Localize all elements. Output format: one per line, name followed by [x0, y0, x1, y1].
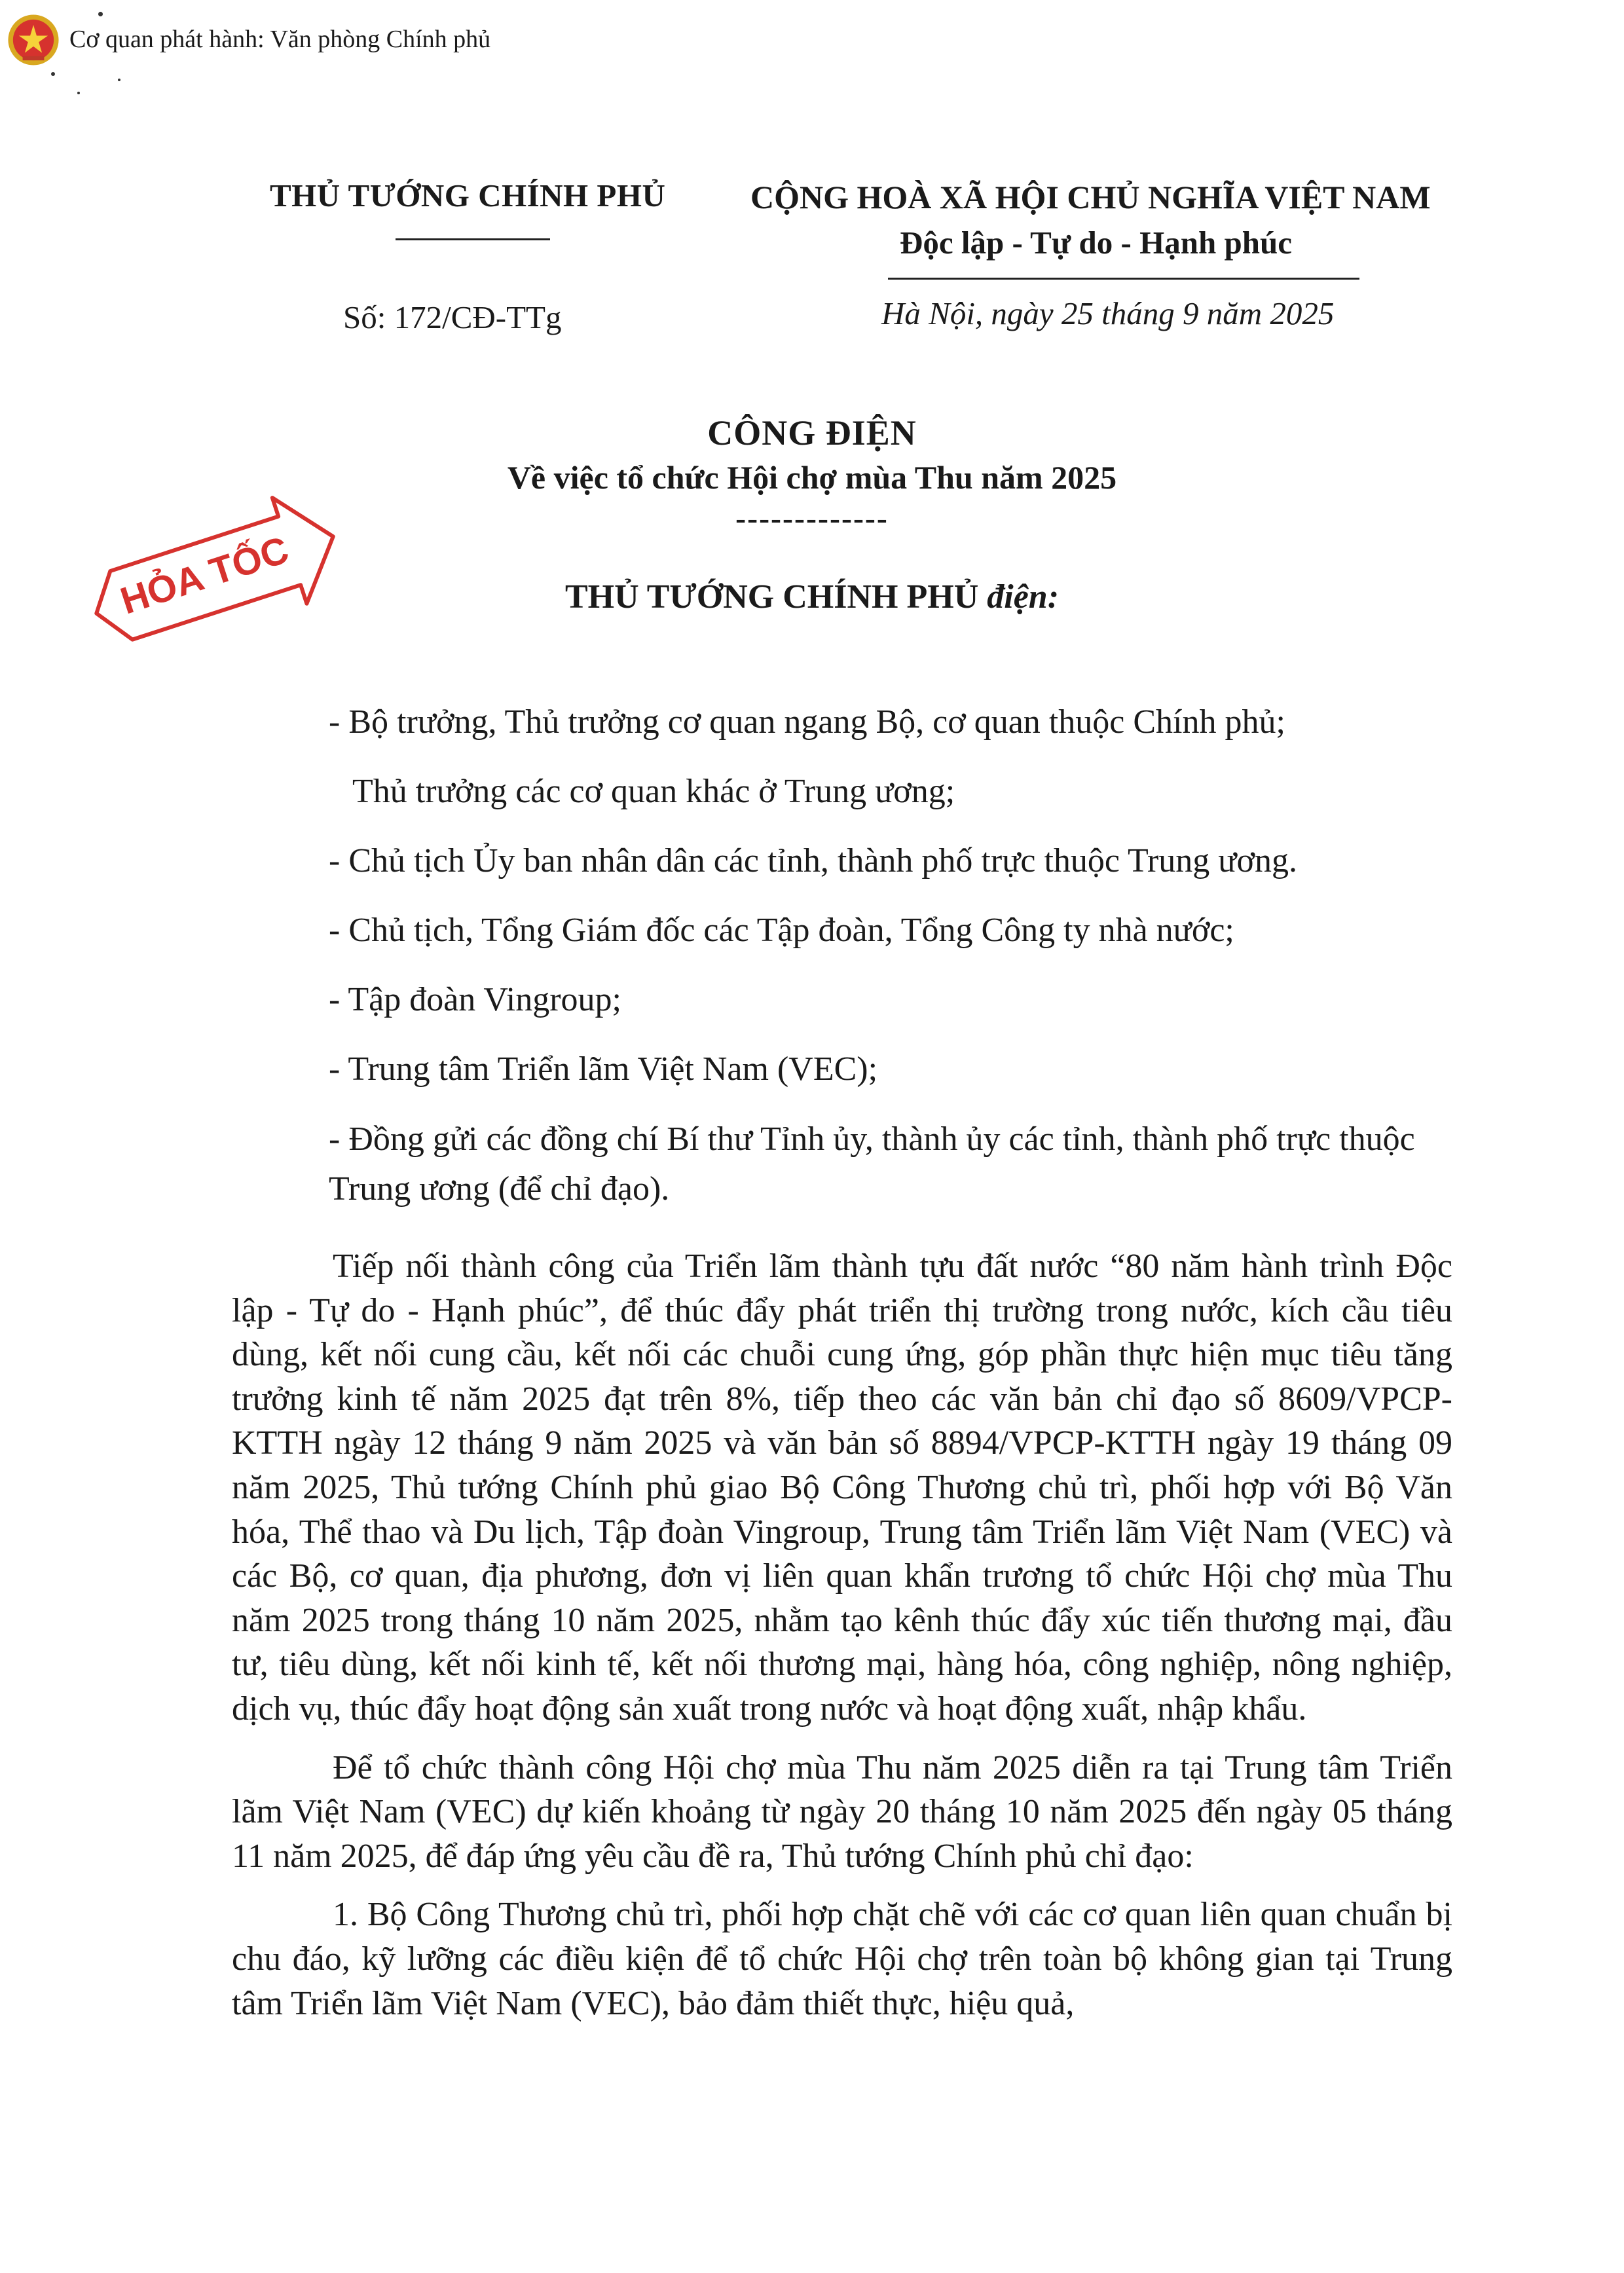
- recipient-list: [329, 688, 1468, 1214]
- recipient-item: - Chủ tịch, Tổng Giám đốc các Tập đoàn, Tổng Công ty nhà nước;: [329, 912, 1234, 949]
- motto-underline: [888, 278, 1359, 280]
- stamp-text: HỎA TỐC: [115, 528, 294, 623]
- scan-speck: [77, 92, 80, 94]
- issuer-label: Cơ quan phát hành: Văn phòng Chính phủ: [69, 26, 491, 53]
- urgent-stamp: [77, 477, 352, 673]
- body-paragraph: 1. Bộ Công Thương chủ trì, phối hợp chặt chẽ với các cơ quan liên quan chuẩn bị chu đáo, kỹ lưỡng các điều kiện để tổ chức Hội chợ trên toàn bộ không gian tại Trung tâm Triển lãm Việt Nam (VEC), bảo đảm thiết thực, hiệu quả,: [232, 1896, 1452, 2022]
- addressee-sender: THỦ TƯỚNG CHÍNH PHỦ: [564, 578, 979, 616]
- body-paragraph: Tiếp nối thành công của Triển lãm thành tựu đất nước “80 năm hành trình Độc lập - Tự do - Hạnh phúc”, để thúc đẩy phát triển thị trường trong nước, kích cầu tiêu dùng, kết nối cung cầu, kết nối các chuỗi cung ứng, góp phần thực hiện mục tiêu tăng trưởng kinh tế năm 2025 đạt trên 8%, tiếp theo các văn bản chỉ đạo số 8609/VPCP-KTTH ngày 12 tháng 9 năm 2025 và văn bản số 8894/VPCP-KTTH ngày 19 tháng 09 năm 2025, Thủ tướng Chính phủ giao Bộ Công Thương chủ trì, phối hợp với Bộ Văn hóa, Thể thao và Du lịch, Tập đoàn Vingroup, Trung tâm Triển lãm Việt Nam (VEC) và các Bộ, cơ quan, địa phương, đơn vị liên quan khẩn trương tổ chức Hội chợ mùa Thu năm 2025 trong tháng 10 năm 2025, nhằm tạo kênh thúc đẩy xúc tiến thương mại, đầu tư, tiêu dùng, kết nối kinh tế, kết nối thương mại, hàng hóa, công nghiệp, nông nghiệp, dịch vụ, thúc đẩy hoạt động sản xuất trong nước và hoạt động xuất, nhập khẩu.: [232, 1247, 1452, 1728]
- addressee-verb: điện:: [987, 578, 1060, 616]
- issuing-agency: THỦ TƯỚNG CHÍNH PHỦ: [270, 177, 666, 213]
- national-motto: Độc lập - Tự do - Hạnh phúc: [900, 225, 1292, 261]
- recipient-item: - Tập đoàn Vingroup;: [329, 981, 622, 1018]
- national-title: CỘNG HOÀ XÃ HỘI CHỦ NGHĨA VIỆT NAM: [750, 179, 1431, 215]
- recipient-item: Thủ trưởng các cơ quan khác ở Trung ương;: [352, 773, 955, 810]
- recipient-item: - Chủ tịch Ủy ban nhân dân các tỉnh, thành phố trực thuộc Trung ương.: [329, 842, 1297, 879]
- agency-underline: [396, 238, 550, 240]
- document-number: Số: 172/CĐ-TTg: [343, 299, 562, 335]
- document-subject: Về việc tổ chức Hội chợ mùa Thu năm 2025: [507, 459, 1117, 496]
- recipient-item: - Đồng gửi các đồng chí Bí thư Tỉnh ủy, thành ủy các tỉnh, thành phố trực thuộc Trung ương (để chỉ đạo).: [329, 1120, 1415, 1208]
- body-paragraph: Để tổ chức thành công Hội chợ mùa Thu năm 2025 diễn ra tại Trung tâm Triển lãm Việt Nam (VEC) dự kiến khoảng từ ngày 20 tháng 10 năm 2025 đến ngày 05 tháng 11 năm 2025, để đáp ứng yêu cầu đề ra, Thủ tướng Chính phủ chỉ đạo:: [232, 1748, 1452, 1875]
- document-type: CÔNG ĐIỆN: [707, 413, 917, 453]
- document-body: [232, 1244, 1452, 2040]
- place-and-date: Hà Nội, ngày 25 tháng 9 năm 2025: [881, 295, 1335, 331]
- recipient-item: - Trung tâm Triển lãm Việt Nam (VEC);: [329, 1050, 878, 1088]
- title-separator: -------------: [735, 501, 889, 536]
- addressee-heading: [0, 578, 1624, 616]
- scan-speck: [118, 79, 120, 81]
- scan-speck: [51, 72, 55, 76]
- state-emblem-icon: [7, 13, 60, 67]
- recipient-item: - Bộ trưởng, Thủ trưởng cơ quan ngang Bộ, cơ quan thuộc Chính phủ;: [329, 703, 1285, 741]
- scan-speck: [98, 12, 103, 16]
